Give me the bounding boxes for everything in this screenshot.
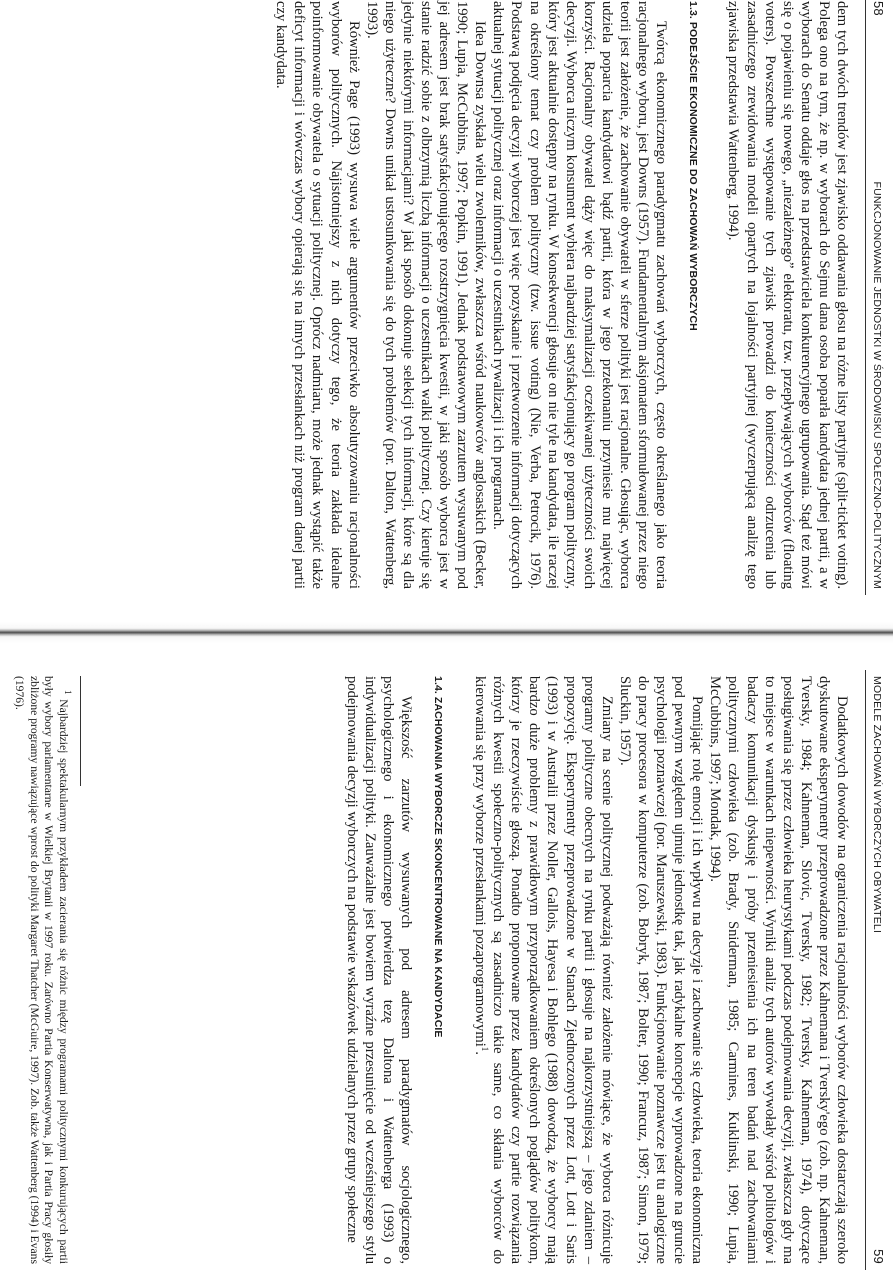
paragraph: Większość zarzutów wysuwanych pod adresem paradygmatów socjologicznego, psychologicznego i ekonomicznego potwierdza tezę Daltona i Wattenberga (1993) o indywidualizacji polityki. Zauważalne jest bowiem wyraźne przesunięcie od wcześniejszego stylu podejmowania decyzji wyborczych na podstawie wskazówek udzielanych przez grupy społeczne: [343, 676, 414, 1264]
paragraph: Idea Downsa zyskała wielu zwolenników, zwłaszcza wśród naukowców anglosaskich (Becker, 1990; Lupia, McCubbins, 1997; Popkin, 1991). Jednak podstawowym zarzutem wysuwanym pod jej adresem jest brak satysfakcjonującego rozstrzygnięcia kwestii, w jaki sposób wyborca jest w stanie radzić sobie z olbrzymią liczbą informacji o uczestnikach walki politycznej. Czy kieruje się jedynie niektórymi informacjami? W jaki sposób dokonuje selekcji tych informacji, które są dla niego użyteczne? Downs unikał ustosunkowania się do tych problemów (por. Dalton, Wattenberg, 1993).: [363, 1, 489, 589]
paragraph: Dodatkowych dowodów na ograniczenia racjonalności wyborów człowieka dostarczają szeroko dyskutowane eksperymenty przeprowadzone przez Kahnemana i Tversky'ego (zob. np. Kahneman, Tversky, 1984; Kahneman, Slovic, Tversky, 1982; Tversky, Kahneman, 1974), dotyczące posługiwania się przez człowieka heurystykami podczas podejmowania decyzji, zwłaszcza gdy ma to miejsce w warunkach niepewności. Wyniki analiz tych autorów wywołały wśród politologów i badaczy komunikacji dyskusję i próby przeniesienia ich na teren badań nad zachowaniami politycznymi człowieka (zob. Brady, Sniderman, 1985; Carmines, Kuklinski, 1990; Lupia, McCubbins, 1997; Mondak, 1994).: [707, 676, 850, 1264]
footnote: [12, 676, 73, 1264]
body-text: [343, 670, 865, 1270]
paragraph: Twórcą ekonomicznego paradygmatu zachowań wyborczych, często określanego jako teoria racjonalnego wyboru, jest Downs (1957). Fundamentalnym aksjomatem sformułowanej przez niego teorii jest założenie, że zachowanie obywateli w sferze polityki jest racjonalne. Głosując, wyborca udziela poparcia kandydatowi bądź partii, która w jego przekonaniu przyniesie mu najwięcej korzyści. Racjonalny obywatel dąży więc do maksymalizacji oczekiwanej użyteczności swoich decyzji. Wyborca niczym konsument wybiera najbardziej satysfakcjonujący go program polityczny, który jest aktualnie dostępny na rynku. W konsekwencji głosuje on nie tyle na kandydata, ile raczej na określony temat czy problem polityczny (tzw. issue voting) (Nie, Verba, Petrocik, 1976). Podstawą podjęcia decyzji wyborczej jest więc pozyskanie i przetworzenie informacji dotyczących aktualnej sytuacji politycznej oraz informacji o uczestnikach rywalizacji i ich programach.: [490, 1, 670, 589]
footnotes: [12, 676, 81, 1264]
page-59: [6, 670, 886, 1270]
section-heading: 1.3. PODEJŚCIE EKONOMICZNE DO ZACHOWAŃ WYBORCZYCH: [687, 1, 700, 331]
page-number: 58: [871, 1, 886, 16]
page-number: 59: [871, 1249, 886, 1264]
running-head-title: FUNKCJONOWANIE JEDNOSTKI W ŚRODOWISKU SPOŁECZNO-POLITYCZNYM: [871, 181, 883, 589]
running-head: [865, 0, 886, 595]
paragraph-end: .: [472, 1051, 489, 1055]
footnote-marker: 1: [62, 690, 73, 695]
page-58: [6, 0, 886, 595]
paragraph: [471, 676, 616, 1264]
paragraph: Pomijając rolę emocji i ich wpływu na decyzje i zachowanie się człowieka, teoria ekonomiczna pod pewnym względem ujmuje jednostkę tak, jak radykalne koncepcje wyprowadzone na gruncie psychologii poznawczej (por. Maruszewski, 1983). Funkcjonowanie poznawcze jest tu analogiczne do pracy procesora w komputerze (zob. Bobryk, 1987; Bolter, 1990; Francuz, 1987; Simon, 1979; Sluckin, 1957).: [616, 676, 706, 1264]
paragraph: dem tych dwóch trendów jest zjawisko oddawania głosu na różne listy partyjne (split-ticket voting). Polega ono na tym, że np. w wyborach do Sejmu dana osoba poparła kandydata jednej partii, a w wyborach do Senatu oddaje głos na przedstawiciela konkurencyjnego ugrupowania. Stąd też mówi się o pojawieniu się nowego, „niezależnego” elektoratu, tzw. przepływających wyborców (floating voters). Powszechne występowanie tych zjawisk prowadzi do konieczności odrzucenia lub zasadniczego zrewidowania modeli opartych na lojalności partyjnej (wyczerpującą analizę tego zjawiska przedstawia Wattenberg, 1994).: [725, 1, 850, 589]
footnote-rule: [80, 676, 81, 786]
paragraph-text: Zmiany na scenie politycznej podważają również założenie mówiące, że wyborca różnicuje programy polityczne obecnych na rynku partii i głosuje na najkorzystniejszą – jego zdaniem – propozycję. Eksperymenty przeprowadzone w Stanach Zjednoczonych przez Lott, Lott i Saris (1993) i w Australii przez Noller, Gallois, Hayesa i Bohlego (1988) dowodzą, że wyborcy mają bardzo duże problemy z prawidłowym przyporządkowaniem określonych poglądów politykom, którzy je rzeczywiście głoszą. Ponadto proponowane przez kandydatów czy partie rozwiązania różnych kwestii społeczno-politycznych są zasadniczo takie same, co skłania wyborców do kierowania się przy wyborze przesłankami pozaprogramowymi: [472, 676, 615, 1264]
footnote-reference: 1: [479, 1046, 490, 1052]
footnote-text: Najbardziej spektakularnym przykładem zacierania się różnic między programami politycznymi konkurujących partii były wybory parlamentarne w Wielkiej Brytanii w 1997 roku. Zarówno Partia Konserwatywna, jak i Partia Pracy głosiły zbliżone programy nawiązujące wprost do polityki Margaret Thatcher (McGuire, 1997). Zob. także Wattenberg (1994) i Evans (1976).: [13, 676, 70, 1264]
running-head-title: MODELE ZACHOWAŃ WYBORCZYCH OBYWATELI: [871, 676, 883, 934]
section-heading: 1.4. ZACHOWANIA WYBORCZE SKONCENTROWANE NA KANDYDACIE: [432, 676, 445, 1038]
paragraph: Również Page (1993) wysuwa wiele argumentów przeciwko absolutyzowaniu racjonalności wyborów politycznych. Najistotniejszy z nich dotyczy tego, że teoria zakłada idealne poinformowanie obywatela o sytuacji politycznej. Oprócz nadmiaru, może jednak wystąpić także deficyt informacji i wówczas wybory opierają się na innych przesłankach niż program danej partii czy kandydata.: [273, 1, 362, 589]
body-text: [272, 0, 865, 595]
page-fold: [0, 628, 893, 637]
running-head: [865, 670, 886, 1270]
